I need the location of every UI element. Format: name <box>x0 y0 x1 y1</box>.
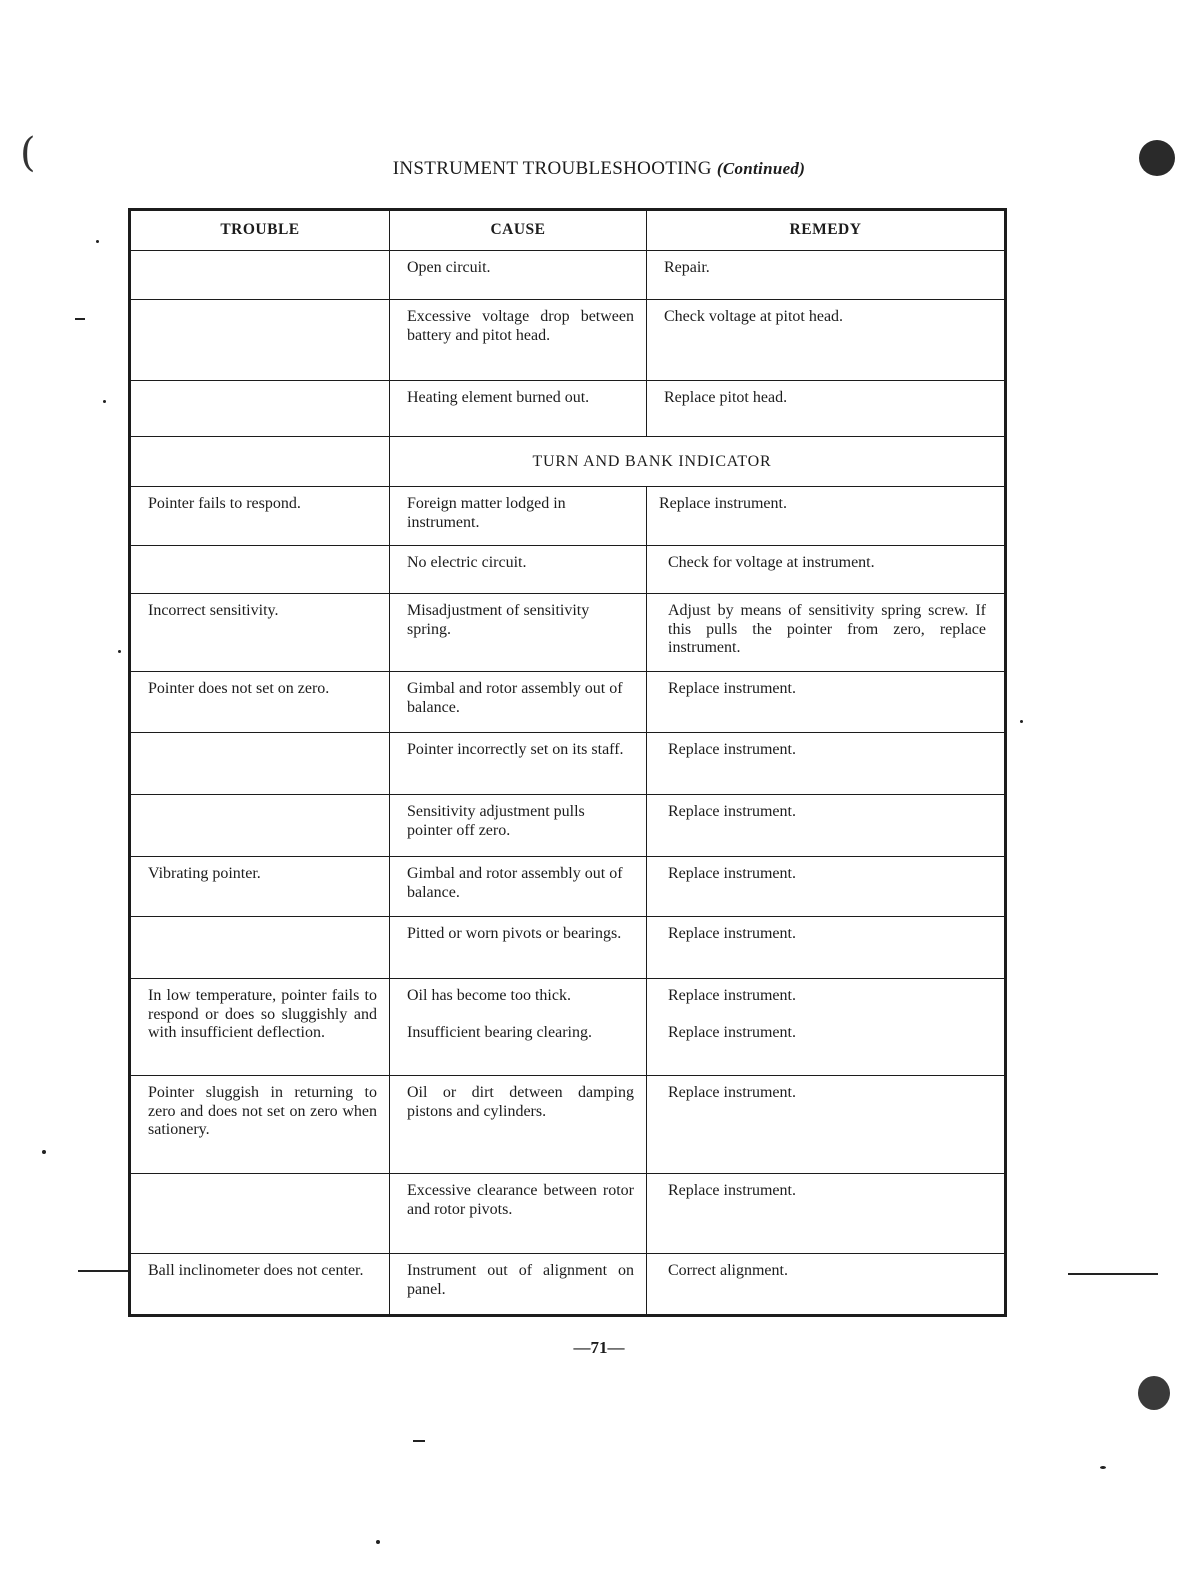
table-row <box>130 1174 1006 1254</box>
speck <box>42 1150 46 1154</box>
speck <box>376 1540 380 1544</box>
table-row <box>130 487 1006 546</box>
remedy-cell: Replace instrument. <box>647 1174 1006 1254</box>
section-blank-cell <box>130 437 390 487</box>
speck <box>118 650 121 653</box>
cause-cell: Gimbal and rotor assembly out of balance. <box>390 672 647 733</box>
speck <box>103 400 106 403</box>
cause-cell: Gimbal and rotor assembly out of balance. <box>390 857 647 917</box>
title-continued: (Continued) <box>716 159 806 178</box>
cause-cell: No electric circuit. <box>390 546 647 594</box>
page-title <box>0 158 1198 180</box>
cause-cell: Instrument out of alignment on panel. <box>390 1254 647 1316</box>
speck <box>96 240 99 243</box>
speck <box>1068 1273 1158 1275</box>
remedy-cell: Adjust by means of sensitivity spring screw. If this pulls the pointer from zero, replace instrument. <box>647 594 1006 672</box>
cause-cell: Misadjustment of sensitivity spring. <box>390 594 647 672</box>
header-remedy: REMEDY <box>647 210 1006 251</box>
title-text: INSTRUMENT TROUBLESHOOTING <box>392 158 712 179</box>
remedy-cell: Replace instrument. <box>647 795 1006 857</box>
table-row <box>130 857 1006 917</box>
trouble-cell <box>130 300 390 381</box>
header-cause: CAUSE <box>390 210 647 251</box>
hole-punch-top <box>1139 140 1175 176</box>
hole-punch-bottom <box>1138 1376 1170 1410</box>
cause-cell: Open circuit. <box>390 251 647 300</box>
cause-cell: Oil or dirt detween damping pistons and cylinders. <box>390 1076 647 1174</box>
remedy-cell: Replace instrument. <box>647 857 1006 917</box>
speck <box>78 1270 128 1272</box>
trouble-cell <box>130 251 390 300</box>
section-row <box>130 437 1006 487</box>
cause-cell <box>390 979 647 1076</box>
remedy-cell: Replace instrument. <box>647 1076 1006 1174</box>
trouble-cell: Vibrating pointer. <box>130 857 390 917</box>
table-row <box>130 381 1006 437</box>
trouble-cell <box>130 1174 390 1254</box>
cause-cell: Pitted or worn pivots or bearings. <box>390 917 647 979</box>
speck <box>1020 720 1023 723</box>
trouble-cell: Incorrect sensitivity. <box>130 594 390 672</box>
cause-cell: Sensitivity adjustment pulls pointer off zero. <box>390 795 647 857</box>
trouble-cell <box>130 381 390 437</box>
speck <box>1100 1466 1106 1469</box>
table-row <box>130 1076 1006 1174</box>
trouble-cell <box>130 733 390 795</box>
remedy-cell <box>647 979 1006 1076</box>
remedy-cell: Check voltage at pitot head. <box>647 300 1006 381</box>
trouble-cell: In low temperature, pointer fails to respond or does so sluggishly and with insufficient deflection. <box>130 979 390 1076</box>
trouble-cell: Pointer does not set on zero. <box>130 672 390 733</box>
remedy-cell: Repair. <box>647 251 1006 300</box>
table-row <box>130 979 1006 1076</box>
cause-cell: Pointer incorrectly set on its staff. <box>390 733 647 795</box>
remedy-cell: Replace instrument. <box>647 487 1006 546</box>
remedy-cell: Replace instrument. <box>647 672 1006 733</box>
page-number: —71— <box>573 1338 625 1357</box>
trouble-cell <box>130 546 390 594</box>
remedy-line-1: Replace instrument. <box>668 987 796 1004</box>
table-row <box>130 733 1006 795</box>
section-title-turn-and-bank: TURN AND BANK INDICATOR <box>390 437 1006 487</box>
trouble-cell <box>130 917 390 979</box>
bracket-mark-left: ( <box>20 130 36 176</box>
table-row <box>130 251 1006 300</box>
remedy-cell: Correct alignment. <box>647 1254 1006 1316</box>
cause-cell: Excessive voltage drop between battery and pitot head. <box>390 300 647 381</box>
remedy-cell: Replace pitot head. <box>647 381 1006 437</box>
header-trouble: TROUBLE <box>130 210 390 251</box>
remedy-cell: Replace instrument. <box>647 733 1006 795</box>
cause-cell: Excessive clearance between rotor and rotor pivots. <box>390 1174 647 1254</box>
trouble-cell: Pointer fails to respond. <box>130 487 390 546</box>
speck <box>75 318 85 320</box>
table-header-row <box>130 210 1006 251</box>
table-row <box>130 546 1006 594</box>
speck <box>413 1440 425 1442</box>
remedy-line-2: Replace instrument. <box>668 1023 796 1041</box>
table-row <box>130 795 1006 857</box>
table-row <box>130 1254 1006 1316</box>
cause-line-2: Insufficient bearing clearing. <box>407 1023 592 1041</box>
table-row <box>130 300 1006 381</box>
remedy-cell: Replace instrument. <box>647 917 1006 979</box>
table-row <box>130 594 1006 672</box>
table-row <box>130 917 1006 979</box>
trouble-cell <box>130 795 390 857</box>
cause-cell: Heating element burned out. <box>390 381 647 437</box>
trouble-cell: Ball inclinometer does not center. <box>130 1254 390 1316</box>
cause-cell: Foreign matter lodged in instrument. <box>390 487 647 546</box>
remedy-cell: Check for voltage at instrument. <box>647 546 1006 594</box>
table-row <box>130 672 1006 733</box>
troubleshooting-table <box>128 208 1007 1317</box>
trouble-cell: Pointer sluggish in returning to zero and does not set on zero when sationery. <box>130 1076 390 1174</box>
cause-line-1: Oil has become too thick. <box>407 987 571 1004</box>
